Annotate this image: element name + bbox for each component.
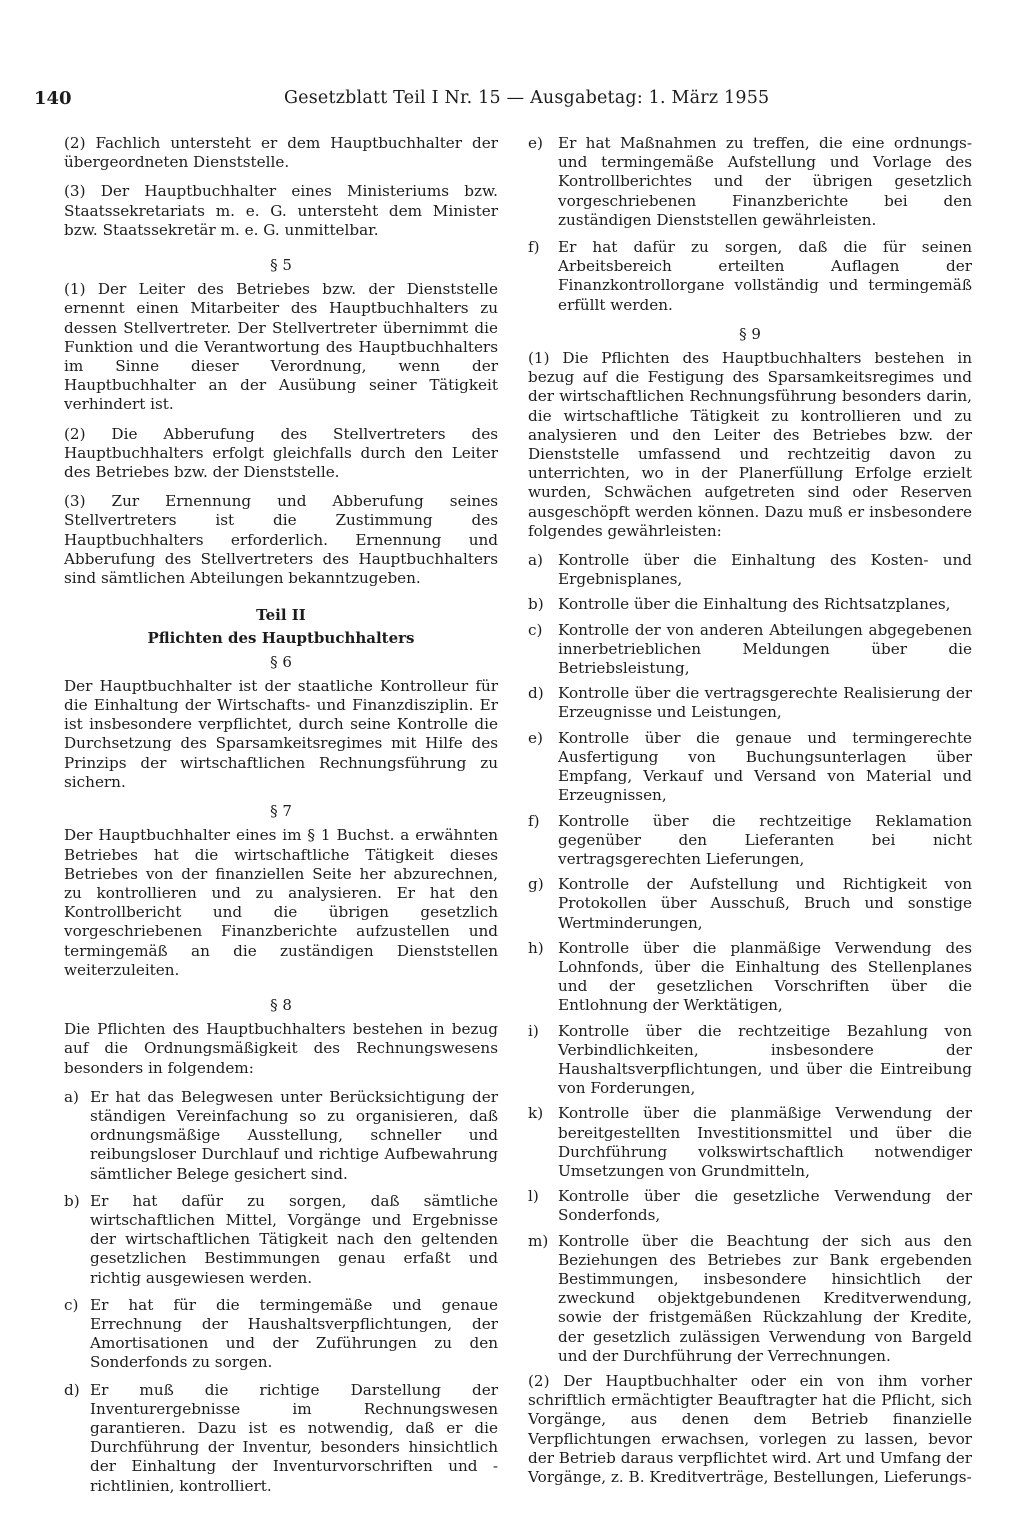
list-item-label: d) (64, 1380, 80, 1399)
list-item-text: Kontrolle der Aufstellung und Richtigkeit von Protokollen über Ausschuß, Bruch und sonstige Wertminderungen, (558, 875, 972, 932)
list-item-label: c) (64, 1295, 79, 1314)
list-item (528, 1104, 972, 1181)
list-item-label: h) (528, 938, 544, 957)
list-item (528, 238, 972, 315)
list-item-text: Kontrolle über die Einhaltung des Kosten- und Ergebnisplanes, (558, 551, 972, 589)
part-subheading: Pflichten des Hauptbuchhalters (147, 629, 415, 648)
section-heading-7: § 7 (270, 802, 292, 821)
header-title: Gesetzblatt Teil I Nr. 15 — Ausgabetag: 1. März 1955 (284, 88, 770, 108)
list-item (528, 621, 972, 679)
paragraph: Der Hauptbuchhalter ist der staatliche Kontrolleur für die Einhaltung der Wirtschafts- und Finanzdisziplin. Er ist insbesondere verpflichtet, durch seine Kontrolle die Durchsetzung des Sparsamkeitsregimes mit Hilfe des Prinzips der wirtschaftlichen Rechnungsführung zu sichern. (64, 676, 498, 791)
list-item (528, 1022, 972, 1099)
list-item (528, 134, 972, 230)
list-item (64, 1088, 498, 1184)
list-item-label: f) (528, 238, 540, 257)
list-item (528, 595, 972, 614)
paragraph: (2) Der Hauptbuchhalter oder ein von ihm vorher schriftlich ermächtigter Beauftragter hat die Pflicht, sich Vorgänge, aus denen dem Betrieb finanzielle Verpflichtungen erwachsen, vorlegen zu lassen, bevor der Betrieb daraus verpflichtet wird. Art und Umfang der Vorgänge, z. B. Kreditverträge, Bestellungen, Lieferungs- (528, 1371, 972, 1486)
list-item-text: Kontrolle über die gesetzliche Verwendung der Sonderfonds, (558, 1187, 972, 1225)
section-heading-6: § 6 (270, 652, 292, 671)
section-heading-5: § 5 (270, 256, 292, 275)
list-item (64, 1381, 498, 1496)
page-header (34, 88, 770, 114)
list-item-label: e) (528, 728, 543, 747)
list-item-text: Er hat dafür zu sorgen, daß sämtliche wirtschaftlichen Mittel, Vorgänge und Ergebnisse der wirtschaftlichen Tätigkeit nach den geltenden gesetzlichen Bestimmungen genau erfaßt und richtig ausgewiesen werden. (90, 1191, 498, 1287)
section-heading-9: § 9 (739, 324, 761, 343)
list-item-text: Kontrolle über die planmäßige Verwendung der bereitgestellten Investitionsmittel und über die Durchführung volkswirtschaftlich notwendiger Umsetzungen von Grundmitteln, (558, 1104, 972, 1180)
list-item-text: Er hat dafür zu sorgen, daß die für seinen Arbeitsbereich erteilten Auflagen der Finanzkontrollorgane vollständig und termingemäß erfüllt werden. (558, 238, 972, 314)
list-item-text: Er hat für die termingemäße und genaue Errechnung der Haushaltsverpflichtungen, der Amortisationen und der Zuführungen zu den Sonderfonds zu sorgen. (90, 1295, 498, 1372)
list-item (528, 812, 972, 870)
list-item-label: a) (528, 551, 543, 570)
list-item-text: Kontrolle über die rechtzeitige Bezahlung von Verbindlichkeiten, insbesondere der Haushaltsverpflichtungen, und über die Eintreibung von Forderungen, (558, 1021, 972, 1098)
list-item-text: Er hat Maßnahmen zu treffen, die eine ordnungs- und termingemäße Aufstellung und Vorlage des Kontrollberichtes und der übrigen gesetzlich vorgeschriebenen Finanzberichte bei den zuständigen Dienststellen gewährleisten. (558, 134, 972, 229)
paragraph: (1) Der Leiter des Betriebes bzw. der Dienststelle ernennt einen Mitarbeiter des Hauptbuchhalters zu dessen Stellvertreter. Der Stellvertreter übernimmt die Funktion und die Verantwortung des Hauptbuchhalters im Sinne dieser Verordnung, wenn der Hauptbuchhalter an der Ausübung seiner Tätigkeit verhindert ist. (64, 280, 498, 414)
paragraph: (2) Die Abberufung des Stellvertreters des Hauptbuchhalters erfolgt gleichfalls durch den Leiter des Betriebes bzw. der Dienststelle. (64, 424, 498, 482)
list-item-text: Kontrolle über die Beachtung der sich aus den Beziehungen des Betriebes zur Bank ergebenden Bestimmungen, insbesondere hinsichtlich der zweckund objektgebundenen Kreditverwendung, sowie der fristgemäßen Rückzahlung der Kredite, der gesetzlich zulässigen Verwendung von Bargeld und der Durchführung der Verrechnungen. (558, 1231, 972, 1365)
list-item-label: e) (528, 134, 543, 152)
list-item-text: Er hat das Belegwesen unter Berücksichtigung der ständigen Vereinfachung so zu organisieren, daß ordnungsmäßige Ausstellung, schneller und reibungsloser Durchlauf und richtige Aufbewahrung sämtlicher Belege gesichert sind. (90, 1087, 498, 1183)
list-item-label: l) (528, 1187, 539, 1206)
list-item-text: Kontrolle über die rechtzeitige Reklamation gegenüber den Lieferanten bei nicht vertragsgerechten Lieferungen, (558, 811, 972, 868)
list-item-label: a) (64, 1087, 79, 1106)
list-item-label: f) (528, 811, 540, 830)
list-item-label: k) (528, 1104, 544, 1123)
list-item-label: c) (528, 620, 543, 639)
list-item (64, 1296, 498, 1373)
list-item-text: Kontrolle über die genaue und termingerechte Ausfertigung von Buchungsunterlagen über Empfang, Verkauf und Versand von Material und Erzeugnissen, (558, 728, 972, 805)
list-item-text: Kontrolle über die vertragsgerechte Realisierung der Erzeugnisse und Leistungen, (558, 684, 972, 722)
list-item-label: b) (528, 595, 544, 614)
list-item-label: b) (64, 1191, 80, 1210)
paragraph: (3) Zur Ernennung und Abberufung seines Stellvertreters ist die Zustimmung des Hauptbuchhalters erforderlich. Ernennung und Abberufung des Stellvertreters des Hauptbuchhalters sind sämtlichen Abteilungen bekanntzugeben. (64, 492, 498, 588)
list-item-text: Er muß die richtige Darstellung der Inventurergebnisse im Rechnungswesen garantieren. Dazu ist es notwendig, daß er die Durchführung der Inventur, besonders hinsichtlich der Einhaltung der Inventurvorschriften und -richtlinien, kontrolliert. (90, 1380, 498, 1495)
list-item (528, 875, 972, 933)
paragraph: (1) Die Pflichten des Hauptbuchhalters bestehen in bezug auf die Festigung des Sparsamkeitsregimes und der wirtschaftlichen Rechnungsführung besonders darin, die wirtschaftliche Tätigkeit zu kontrollieren und zu analysieren und den Leiter des Betriebes bzw. der Dienststelle umfassend und rechtzeitig davon zu unterrichten, wo in der Planerfüllung Erfolge erzielt wurden, Schwächen aufgetreten sind oder Reserven ausgeschöpft werden können. Dazu muß er insbesondere folgendes gewährleisten: (528, 349, 972, 540)
list-item (528, 939, 972, 1016)
list-item-text: Kontrolle über die Einhaltung des Richtsatzplanes, (558, 595, 951, 614)
page-number: 140 (34, 88, 72, 109)
list-item (528, 729, 972, 806)
list-item (528, 551, 972, 589)
part-heading: Teil II (256, 606, 306, 625)
list-item (64, 1192, 498, 1288)
list-item (528, 1187, 972, 1225)
list-item-label: g) (528, 875, 544, 894)
list-item (528, 684, 972, 722)
list-item (528, 1232, 972, 1366)
list-item-label: m) (528, 1231, 549, 1250)
list-item-text: Kontrolle über die planmäßige Verwendung des Lohnfonds, über die Einhaltung des Stellenplanes und der gesetzlichen Vorschriften über die Entlohnung der Werktätigen, (558, 938, 972, 1015)
list-item-label: d) (528, 684, 544, 703)
left-column (64, 134, 498, 1504)
paragraph: Der Hauptbuchhalter eines im § 1 Buchst. a erwähnten Betriebes hat die wirtschaftliche Tätigkeit dieses Betriebes von der finanziellen Seite her abzurechnen, zu kontrollieren und zu analysieren. Er hat den Kontrollbericht und die übrigen gesetzlich vorgeschriebenen Finanzberichte aufzustellen und termingemäß an die zuständigen Dienststellen weiterzuleiten. (64, 826, 498, 979)
section-heading-8: § 8 (270, 995, 292, 1014)
paragraph: Die Pflichten des Hauptbuchhalters bestehen in bezug auf die Ordnungsmäßigkeit des Rechnungswesens besonders in folgendem: (64, 1020, 498, 1077)
list-item-label: i) (528, 1021, 539, 1040)
paragraph: (2) Fachlich untersteht er dem Hauptbuchhalter der übergeordneten Dienststelle. (64, 134, 498, 172)
right-column (528, 134, 972, 1497)
list-item-text: Kontrolle der von anderen Abteilungen abgegebenen innerbetrieblichen Meldungen über die Betriebsleistung, (558, 620, 972, 678)
paragraph: (3) Der Hauptbuchhalter eines Ministeriums bzw. Staatssekretariats m. e. G. untersteht dem Minister bzw. Staatssekretär m. e. G. unmittelbar. (64, 182, 498, 239)
